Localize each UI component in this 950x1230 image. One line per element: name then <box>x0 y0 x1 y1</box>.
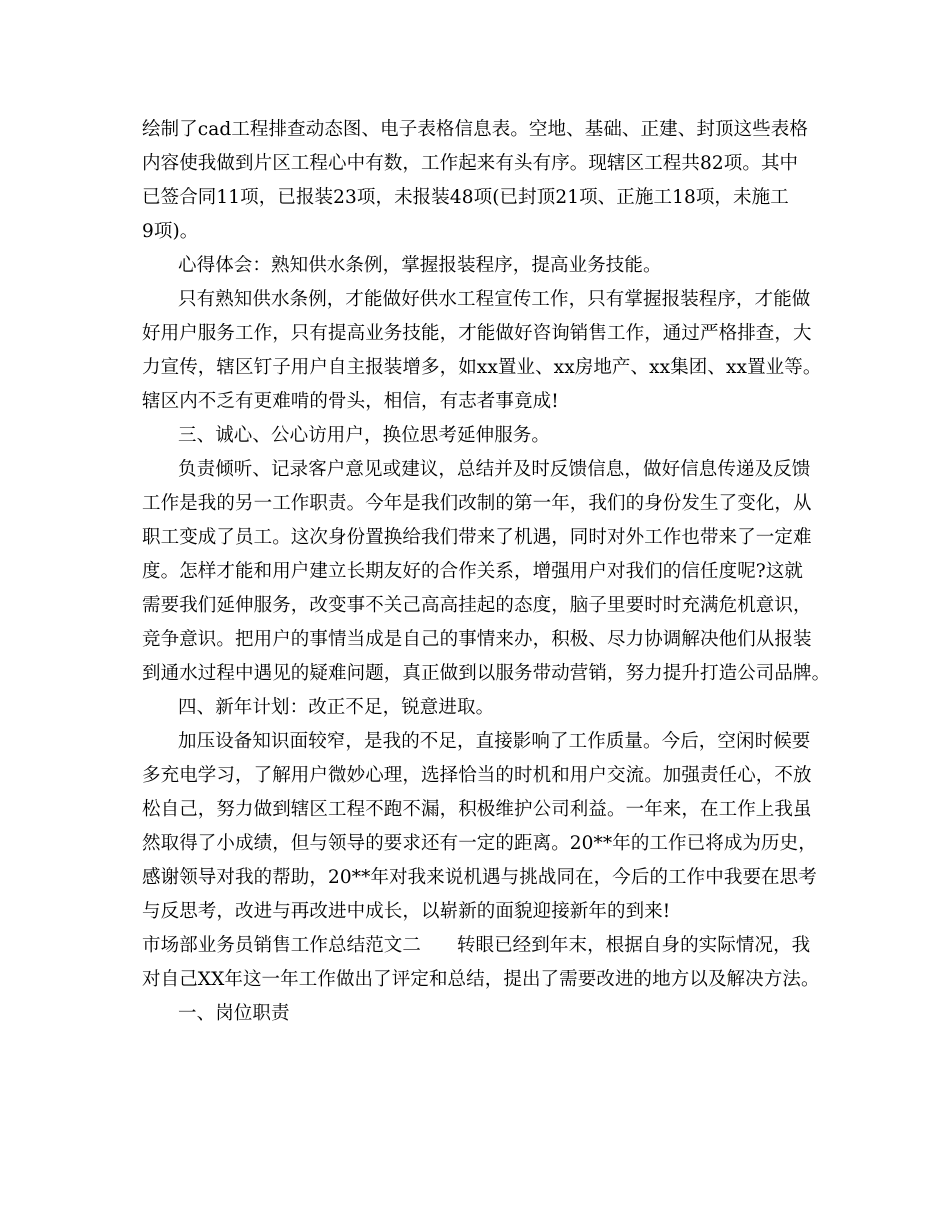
paragraph-line: 已签合同11项，已报装23项，未报装48项(已封顶21项、正施工18项，未施工 <box>142 187 789 208</box>
paragraph-line: 工作是我的另一工作职责。今年是我们改制的第一年，我们的身份发生了变化，从 <box>142 493 812 514</box>
paragraph-line: 职工变成了员工。这次身份置换给我们带来了机遇，同时对外工作也带来了一定难 <box>142 527 812 548</box>
paragraph-line: 需要我们延伸服务，改变事不关己高高挂起的态度，脑子里要时时充满危机意识， <box>142 595 812 616</box>
paragraph-line: 力宣传，辖区钉子用户自主报装增多，如xx置业、xx房地产、xx集团、xx置业等。 <box>142 357 822 378</box>
paragraph-line: 只有熟知供水条例，才能做好供水工程宣传工作，只有掌握报装程序，才能做 <box>178 289 811 310</box>
section-heading: 一、岗位职责 <box>178 1003 290 1024</box>
paragraph-line: 多充电学习，了解用户微妙心理，选择恰当的时机和用户交流。加强责任心，不放 <box>142 765 812 786</box>
paragraph-line: 负责倾听、记录客户意见或建议，总结并及时反馈信息，做好信息传递及反馈 <box>178 459 811 480</box>
paragraph-line: 然取得了小成绩，但与领导的要求还有一定的距离。20**年的工作已将成为历史， <box>142 833 817 854</box>
paragraph-line: 对自己XX年这一年工作做出了评定和总结，提出了需要改进的地方以及解决方法。 <box>142 969 820 990</box>
paragraph-line: 度。怎样才能和用户建立长期友好的合作关系，增强用户对我们的信任度呢?这就 <box>142 561 804 582</box>
section-heading: 三、诚心、公心访用户，换位思考延伸服务。 <box>178 425 551 446</box>
paragraph-line: 市场部业务员销售工作总结范文二 转眼已经到年末，根据自身的实际情况，我 <box>142 935 811 956</box>
paragraph-line: 松自己，努力做到辖区工程不跑不漏，积极维护公司利益。一年来，在工作上我虽 <box>142 799 812 820</box>
paragraph-line: 辖区内不乏有更难啃的骨头，相信，有志者事竟成! <box>142 391 559 412</box>
paragraph-line: 加压设备知识面较窄，是我的不足，直接影响了工作质量。今后，空闲时候要 <box>178 731 811 752</box>
section-heading: 心得体会：熟知供水条例，掌握报装程序，提高业务技能。 <box>178 255 662 276</box>
section-heading: 四、新年计划：改正不足，锐意进取。 <box>178 697 495 718</box>
paragraph-line: 感谢领导对我的帮助，20**年对我来说机遇与挑战同在，今后的工作中我要在思考 <box>142 867 817 888</box>
paragraph-line: 竞争意识。把用户的事情当成是自己的事情来办，积极、尽力协调解决他们从报装 <box>142 629 812 650</box>
paragraph-line: 内容使我做到片区工程心中有数，工作起来有头有序。现辖区工程共82项。其中 <box>142 153 799 174</box>
paragraph-line: 9项)。 <box>142 221 199 242</box>
paragraph-line: 好用户服务工作，只有提高业务技能，才能做好咨询销售工作，通过严格排查，大 <box>142 323 812 344</box>
paragraph-line: 绘制了cad工程排查动态图、电子表格信息表。空地、基础、正建、封顶这些表格 <box>142 119 808 140</box>
paragraph-line: 到通水过程中遇见的疑难问题，真正做到以服务带动营销，努力提升打造公司品牌。 <box>142 663 831 684</box>
paragraph-line: 与反思考，改进与再改进中成长，以崭新的面貌迎接新年的到来! <box>142 901 671 922</box>
